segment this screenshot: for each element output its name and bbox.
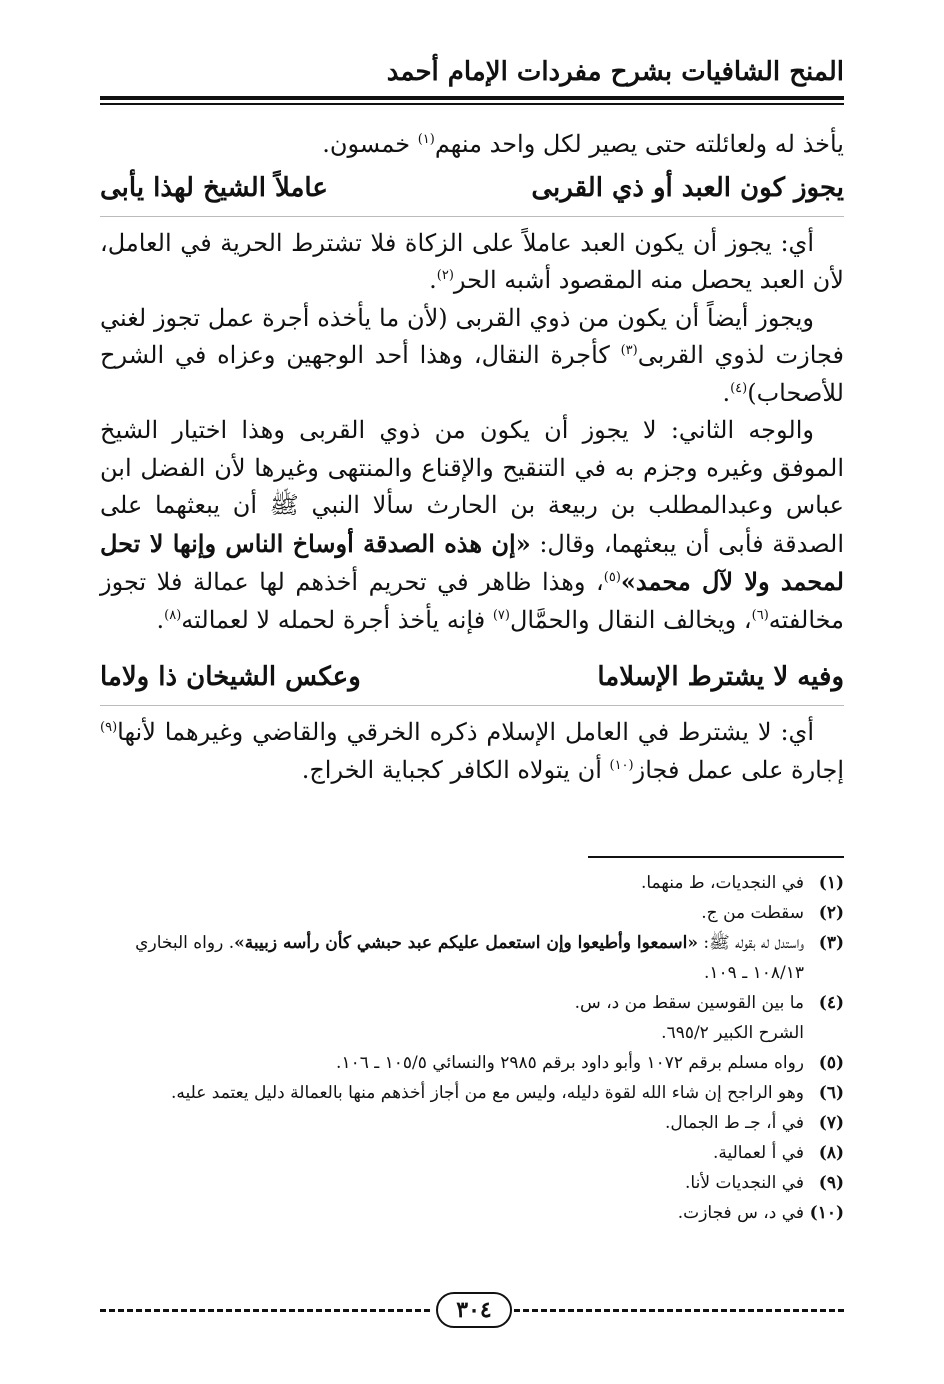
verse-2 <box>100 657 844 697</box>
footnote-5: (٥) رواه مسلم برقم ١٠٧٢ وأبو داود برقم ٢٩٨٥ والنسائي ١٠٥/٥ ـ ١٠٦. <box>336 1053 844 1073</box>
footnote-10: (١٠) في د، س فجازت. <box>677 1203 844 1223</box>
hadith-quote: «إن هذه الصدقة أوساخ الناس وإنها لا تحل لمحمد ولا لآل محمد» <box>100 528 844 596</box>
header-rule-thin <box>100 103 844 105</box>
footer-dash-left <box>100 1309 430 1312</box>
paragraph-2: أي: يجوز أن يكون العبد عاملاً على الزكاة فلا تشترط الحرية في العامل، لأن العبد يحصل منه المقصود أشبه الحر$^{(٢)}$. <box>100 228 844 294</box>
footnote-ref[interactable]: (٨) <box>164 607 182 623</box>
footnote-ref[interactable]: (٥) <box>603 570 621 585</box>
verse-2-second-hemistich: وعكس الشيخان ذا ولاما <box>100 662 361 692</box>
verse-1-first-hemistich: يجوز كون العبد أو ذي القربى <box>531 172 844 203</box>
footnote-8: (٨) في أ لعمالية. <box>712 1143 844 1163</box>
hadith-quote: «اسمعوا وأطيعوا وإن استعمل عليكم عبد حبشي كأن رأسه زبيبة» <box>234 933 699 953</box>
paragraph-4: والوجه الثاني: لا يجوز أن يكون من ذوي القربى وهذا اختيار الشيخ الموفق وغيره وجزم به في التنقيح والإقناع والمنتهى وغيرها لأن الفضل ابن عباس وعبدالمطلب بن ربيعة بن الحارث سألا النبي ﷺ أن يبعثهما على الصدقة فأبى أن يبعثهما، وقال: «إن هذه الصدقة أوساخ الناس وإنها لا تحل لمحمد ولا لآل محمد»$^{(٥)}$، وهذا ظاهر في تحريم أخذهم لها عمالة فلا تجوز مخالفته$^{(٦)}$، ويخالف النقال والحمَّال$^{(٧)}$ فإنه يأخذ أجرة لحمله لا لعمالته$^{(٨)}$. <box>100 416 844 634</box>
footnote-3: (٣) واستدل له بقوله ﷺ: «اسمعوا وأطيعوا وإن استعمل عليكم عبد حبشي كأن رأسه زبيبة». رواه البخاري ١٠٨/١٣ ـ ١٠٩. <box>135 933 844 983</box>
footnote-ref[interactable]: (١٠) <box>609 757 634 773</box>
paragraph-5: أي: لا يشترط في العامل الإسلام ذكره الخرقي والقاضي وغيرهما لأنها$^{(٩)}$ إجارة على عمل فجاز$^{(١٠)}$ أن يتولاه الكافر كجباية الخراج. <box>100 718 844 784</box>
footnote-6: (٦) وهو الراجح إن شاء الله لقوة دليله، وليس مع من أجاز أخذهم منها بالعمالة دليل يعتمد عليه. <box>170 1083 844 1103</box>
verse-divider <box>100 705 844 706</box>
footnote-1: (١) في النجديات، ط منهما. <box>640 873 844 893</box>
footnote-ref[interactable]: (٩) <box>100 720 118 735</box>
page-number: ٣٠٤ <box>436 1292 512 1328</box>
verse-2-first-hemistich: وفيه لا يشترط الإسلاما <box>597 662 844 692</box>
footnote-4: (٤) ما بين القوسين سقط من د، س. <box>574 993 844 1013</box>
footnote-ref[interactable]: (٦) <box>751 607 769 623</box>
footnote-7: (٧) في أ، جـ ط الجمال. <box>665 1113 844 1133</box>
footnote-ref[interactable]: (١) <box>417 132 435 147</box>
footnote-ref[interactable]: (٧) <box>492 607 510 623</box>
footnote-9: (٩) في النجديات لأنا. <box>685 1173 844 1193</box>
main-text <box>100 126 844 789</box>
footnote-separator <box>588 856 844 858</box>
verse-1-second-hemistich: عاملاً الشيخ لهذا يأبى <box>100 172 328 203</box>
footer-dash-right <box>514 1309 844 1312</box>
running-header: المنح الشافيات بشرح مفردات الإمام أحمد <box>386 57 844 87</box>
footnote-ref[interactable]: (٣) <box>620 343 638 358</box>
paragraph-1: يأخذ له ولعائلته حتى يصير لكل واحد منهم$^{(١)}$ خمسون. <box>322 130 844 158</box>
verse-1 <box>100 168 844 208</box>
verse-divider <box>100 216 844 217</box>
page-footer <box>100 1292 844 1328</box>
header-rule-thick <box>100 96 844 100</box>
footnotes <box>100 868 844 1228</box>
footnote-ref[interactable]: (٢) <box>436 268 454 283</box>
spacer <box>100 639 844 653</box>
paragraph-3: ويجوز أيضاً أن يكون من ذوي القربى (لأن ما يأخذه أجرة عمل تجوز لغني فجازت لذوي القربى$^{(٣)}$ كأجرة النقال، وهذا أحد الوجهين وعزاه في الشرح للأصحاب)$^{(٤)}$. <box>100 303 844 407</box>
footnote-ref[interactable]: (٤) <box>730 380 748 396</box>
footnote-2: (٢) سقطت من ج. <box>701 903 844 923</box>
footnote-4-continued: الشرح الكبير ٦٩٥/٢. <box>661 1023 804 1043</box>
